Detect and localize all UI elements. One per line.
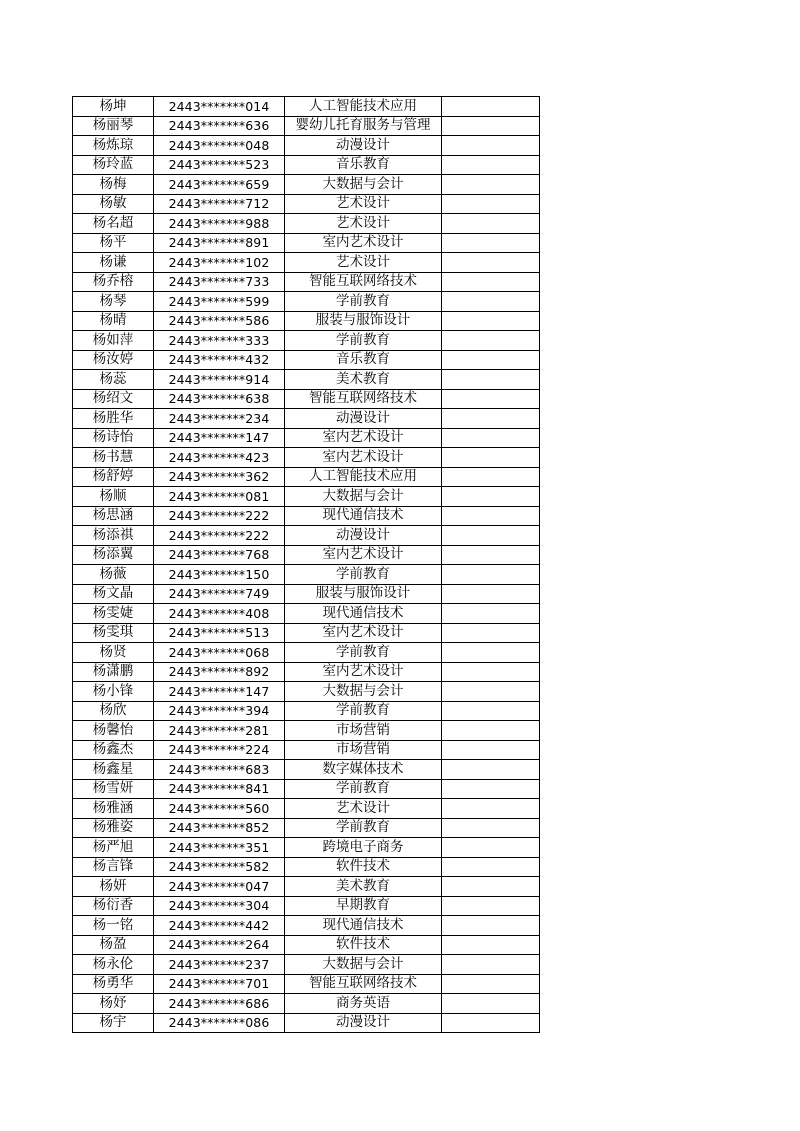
student-name-cell: 杨鑫星	[73, 760, 154, 780]
major-cell: 学前教育	[285, 565, 442, 585]
student-id-cell: 2443*******304	[154, 896, 285, 916]
student-id-cell: 2443*******224	[154, 740, 285, 760]
student-name-cell: 杨盈	[73, 935, 154, 955]
student-name-cell: 杨谦	[73, 253, 154, 273]
student-id-cell: 2443*******586	[154, 311, 285, 331]
student-id-cell: 2443*******523	[154, 155, 285, 175]
student-id-cell: 2443*******362	[154, 467, 285, 487]
remarks-cell	[442, 799, 540, 819]
student-id-cell: 2443*******852	[154, 818, 285, 838]
student-id-cell: 2443*******102	[154, 253, 285, 273]
table-row	[73, 487, 540, 507]
table-row	[73, 175, 540, 195]
student-id-cell: 2443*******749	[154, 584, 285, 604]
table-row	[73, 838, 540, 858]
table-row	[73, 682, 540, 702]
student-name-cell: 杨如萍	[73, 331, 154, 351]
major-cell: 学前教育	[285, 818, 442, 838]
major-cell: 大数据与会计	[285, 487, 442, 507]
remarks-cell	[442, 155, 540, 175]
student-id-cell: 2443*******988	[154, 214, 285, 234]
student-id-cell: 2443*******264	[154, 935, 285, 955]
major-cell: 早期教育	[285, 896, 442, 916]
student-roster-table	[72, 96, 540, 1033]
table-row	[73, 409, 540, 429]
student-id-cell: 2443*******686	[154, 994, 285, 1014]
student-name-cell: 杨一铭	[73, 916, 154, 936]
student-id-cell: 2443*******636	[154, 116, 285, 136]
student-name-cell: 杨雯琪	[73, 623, 154, 643]
remarks-cell	[442, 448, 540, 468]
remarks-cell	[442, 487, 540, 507]
major-cell: 服装与服饰设计	[285, 311, 442, 331]
student-id-cell: 2443*******638	[154, 389, 285, 409]
remarks-cell	[442, 916, 540, 936]
student-name-cell: 杨诗怡	[73, 428, 154, 448]
table-row	[73, 214, 540, 234]
table-row	[73, 370, 540, 390]
major-cell: 动漫设计	[285, 409, 442, 429]
remarks-cell	[442, 292, 540, 312]
table-row	[73, 701, 540, 721]
student-name-cell: 杨欣	[73, 701, 154, 721]
major-cell: 智能互联网络技术	[285, 974, 442, 994]
major-cell: 现代通信技术	[285, 916, 442, 936]
student-id-cell: 2443*******701	[154, 974, 285, 994]
student-id-cell: 2443*******914	[154, 370, 285, 390]
major-cell: 服装与服饰设计	[285, 584, 442, 604]
remarks-cell	[442, 994, 540, 1014]
table-row	[73, 116, 540, 136]
remarks-cell	[442, 526, 540, 546]
student-id-cell: 2443*******892	[154, 662, 285, 682]
table-row	[73, 448, 540, 468]
major-cell: 室内艺术设计	[285, 448, 442, 468]
remarks-cell	[442, 584, 540, 604]
table-row	[73, 818, 540, 838]
remarks-cell	[442, 214, 540, 234]
remarks-cell	[442, 409, 540, 429]
remarks-cell	[442, 838, 540, 858]
student-id-cell: 2443*******408	[154, 604, 285, 624]
student-id-cell: 2443*******068	[154, 643, 285, 663]
student-id-cell: 2443*******150	[154, 565, 285, 585]
table-row	[73, 389, 540, 409]
major-cell: 智能互联网络技术	[285, 272, 442, 292]
major-cell: 市场营销	[285, 740, 442, 760]
remarks-cell	[442, 935, 540, 955]
major-cell: 室内艺术设计	[285, 233, 442, 253]
student-id-cell: 2443*******891	[154, 233, 285, 253]
student-name-cell: 杨贤	[73, 643, 154, 663]
remarks-cell	[442, 350, 540, 370]
table-row	[73, 643, 540, 663]
student-id-cell: 2443*******394	[154, 701, 285, 721]
major-cell: 大数据与会计	[285, 955, 442, 975]
remarks-cell	[442, 233, 540, 253]
remarks-cell	[442, 175, 540, 195]
major-cell: 动漫设计	[285, 1013, 442, 1033]
major-cell: 大数据与会计	[285, 175, 442, 195]
student-id-cell: 2443*******047	[154, 877, 285, 897]
major-cell: 艺术设计	[285, 194, 442, 214]
major-cell: 室内艺术设计	[285, 545, 442, 565]
table-row	[73, 857, 540, 877]
major-cell: 学前教育	[285, 701, 442, 721]
table-row	[73, 916, 540, 936]
major-cell: 学前教育	[285, 779, 442, 799]
major-cell: 软件技术	[285, 935, 442, 955]
student-name-cell: 杨永伦	[73, 955, 154, 975]
student-id-cell: 2443*******237	[154, 955, 285, 975]
major-cell: 室内艺术设计	[285, 662, 442, 682]
student-name-cell: 杨梅	[73, 175, 154, 195]
table-row	[73, 779, 540, 799]
student-name-cell: 杨薇	[73, 565, 154, 585]
student-name-cell: 杨宇	[73, 1013, 154, 1033]
student-name-cell: 杨玲蓝	[73, 155, 154, 175]
roster-table-body	[73, 97, 540, 1033]
major-cell: 人工智能技术应用	[285, 467, 442, 487]
major-cell: 学前教育	[285, 331, 442, 351]
table-row	[73, 799, 540, 819]
table-row	[73, 565, 540, 585]
student-name-cell: 杨平	[73, 233, 154, 253]
major-cell: 动漫设计	[285, 136, 442, 156]
major-cell: 室内艺术设计	[285, 428, 442, 448]
remarks-cell	[442, 467, 540, 487]
remarks-cell	[442, 116, 540, 136]
remarks-cell	[442, 545, 540, 565]
table-row	[73, 994, 540, 1014]
student-id-cell: 2443*******234	[154, 409, 285, 429]
student-id-cell: 2443*******351	[154, 838, 285, 858]
student-name-cell: 杨鑫杰	[73, 740, 154, 760]
student-name-cell: 杨衍香	[73, 896, 154, 916]
remarks-cell	[442, 877, 540, 897]
remarks-cell	[442, 272, 540, 292]
student-name-cell: 杨胜华	[73, 409, 154, 429]
major-cell: 艺术设计	[285, 214, 442, 234]
table-row	[73, 350, 540, 370]
major-cell: 大数据与会计	[285, 682, 442, 702]
student-name-cell: 杨书慧	[73, 448, 154, 468]
student-id-cell: 2443*******659	[154, 175, 285, 195]
student-id-cell: 2443*******081	[154, 487, 285, 507]
remarks-cell	[442, 311, 540, 331]
student-name-cell: 杨雅姿	[73, 818, 154, 838]
table-row	[73, 467, 540, 487]
student-id-cell: 2443*******423	[154, 448, 285, 468]
student-id-cell: 2443*******442	[154, 916, 285, 936]
table-row	[73, 760, 540, 780]
major-cell: 现代通信技术	[285, 506, 442, 526]
table-row	[73, 955, 540, 975]
student-name-cell: 杨乔榕	[73, 272, 154, 292]
major-cell: 商务英语	[285, 994, 442, 1014]
student-name-cell: 杨言锋	[73, 857, 154, 877]
student-name-cell: 杨严旭	[73, 838, 154, 858]
student-name-cell: 杨蕊	[73, 370, 154, 390]
table-row	[73, 935, 540, 955]
student-id-cell: 2443*******841	[154, 779, 285, 799]
table-row	[73, 896, 540, 916]
table-row	[73, 662, 540, 682]
student-id-cell: 2443*******582	[154, 857, 285, 877]
remarks-cell	[442, 643, 540, 663]
major-cell: 动漫设计	[285, 526, 442, 546]
table-row	[73, 604, 540, 624]
major-cell: 艺术设计	[285, 799, 442, 819]
student-id-cell: 2443*******333	[154, 331, 285, 351]
remarks-cell	[442, 1013, 540, 1033]
remarks-cell	[442, 604, 540, 624]
remarks-cell	[442, 721, 540, 741]
student-name-cell: 杨妤	[73, 994, 154, 1014]
table-row	[73, 974, 540, 994]
table-row	[73, 155, 540, 175]
remarks-cell	[442, 506, 540, 526]
student-id-cell: 2443*******683	[154, 760, 285, 780]
major-cell: 音乐教育	[285, 155, 442, 175]
table-row	[73, 311, 540, 331]
remarks-cell	[442, 623, 540, 643]
major-cell: 数字媒体技术	[285, 760, 442, 780]
student-id-cell: 2443*******222	[154, 526, 285, 546]
table-row	[73, 194, 540, 214]
student-name-cell: 杨添翼	[73, 545, 154, 565]
student-name-cell: 杨雯婕	[73, 604, 154, 624]
table-row	[73, 506, 540, 526]
student-id-cell: 2443*******432	[154, 350, 285, 370]
table-row	[73, 331, 540, 351]
major-cell: 美术教育	[285, 877, 442, 897]
student-id-cell: 2443*******222	[154, 506, 285, 526]
table-row	[73, 1013, 540, 1033]
table-row	[73, 428, 540, 448]
remarks-cell	[442, 974, 540, 994]
table-row	[73, 877, 540, 897]
remarks-cell	[442, 428, 540, 448]
major-cell: 现代通信技术	[285, 604, 442, 624]
major-cell: 室内艺术设计	[285, 623, 442, 643]
table-row	[73, 292, 540, 312]
table-row	[73, 740, 540, 760]
table-row	[73, 623, 540, 643]
remarks-cell	[442, 662, 540, 682]
student-name-cell: 杨绍文	[73, 389, 154, 409]
student-name-cell: 杨名超	[73, 214, 154, 234]
student-name-cell: 杨敏	[73, 194, 154, 214]
major-cell: 音乐教育	[285, 350, 442, 370]
table-row	[73, 545, 540, 565]
student-name-cell: 杨思涵	[73, 506, 154, 526]
student-name-cell: 杨勇华	[73, 974, 154, 994]
remarks-cell	[442, 779, 540, 799]
remarks-cell	[442, 253, 540, 273]
remarks-cell	[442, 760, 540, 780]
major-cell: 艺术设计	[285, 253, 442, 273]
student-name-cell: 杨晴	[73, 311, 154, 331]
student-id-cell: 2443*******048	[154, 136, 285, 156]
student-name-cell: 杨坤	[73, 97, 154, 117]
student-name-cell: 杨妍	[73, 877, 154, 897]
remarks-cell	[442, 97, 540, 117]
remarks-cell	[442, 955, 540, 975]
student-name-cell: 杨丽琴	[73, 116, 154, 136]
remarks-cell	[442, 331, 540, 351]
student-id-cell: 2443*******712	[154, 194, 285, 214]
table-row	[73, 526, 540, 546]
student-id-cell: 2443*******560	[154, 799, 285, 819]
table-row	[73, 272, 540, 292]
student-id-cell: 2443*******014	[154, 97, 285, 117]
student-name-cell: 杨汝婷	[73, 350, 154, 370]
table-row	[73, 97, 540, 117]
remarks-cell	[442, 565, 540, 585]
student-name-cell: 杨顺	[73, 487, 154, 507]
student-name-cell: 杨文晶	[73, 584, 154, 604]
student-name-cell: 杨琴	[73, 292, 154, 312]
student-name-cell: 杨添祺	[73, 526, 154, 546]
major-cell: 市场营销	[285, 721, 442, 741]
remarks-cell	[442, 389, 540, 409]
remarks-cell	[442, 818, 540, 838]
student-name-cell: 杨馨怡	[73, 721, 154, 741]
major-cell: 智能互联网络技术	[285, 389, 442, 409]
remarks-cell	[442, 682, 540, 702]
table-row	[73, 721, 540, 741]
major-cell: 婴幼儿托育服务与管理	[285, 116, 442, 136]
student-name-cell: 杨炼琼	[73, 136, 154, 156]
student-name-cell: 杨雪妍	[73, 779, 154, 799]
student-id-cell: 2443*******768	[154, 545, 285, 565]
student-name-cell: 杨雅涵	[73, 799, 154, 819]
student-id-cell: 2443*******599	[154, 292, 285, 312]
table-row	[73, 584, 540, 604]
student-id-cell: 2443*******281	[154, 721, 285, 741]
student-id-cell: 2443*******147	[154, 682, 285, 702]
major-cell: 软件技术	[285, 857, 442, 877]
table-row	[73, 253, 540, 273]
major-cell: 人工智能技术应用	[285, 97, 442, 117]
major-cell: 美术教育	[285, 370, 442, 390]
remarks-cell	[442, 194, 540, 214]
student-id-cell: 2443*******147	[154, 428, 285, 448]
remarks-cell	[442, 370, 540, 390]
major-cell: 学前教育	[285, 643, 442, 663]
remarks-cell	[442, 701, 540, 721]
student-id-cell: 2443*******513	[154, 623, 285, 643]
remarks-cell	[442, 740, 540, 760]
table-row	[73, 233, 540, 253]
student-name-cell: 杨小锋	[73, 682, 154, 702]
remarks-cell	[442, 857, 540, 877]
remarks-cell	[442, 896, 540, 916]
student-id-cell: 2443*******086	[154, 1013, 285, 1033]
remarks-cell	[442, 136, 540, 156]
student-id-cell: 2443*******733	[154, 272, 285, 292]
major-cell: 学前教育	[285, 292, 442, 312]
student-name-cell: 杨舒婷	[73, 467, 154, 487]
student-name-cell: 杨潇鹏	[73, 662, 154, 682]
table-row	[73, 136, 540, 156]
major-cell: 跨境电子商务	[285, 838, 442, 858]
